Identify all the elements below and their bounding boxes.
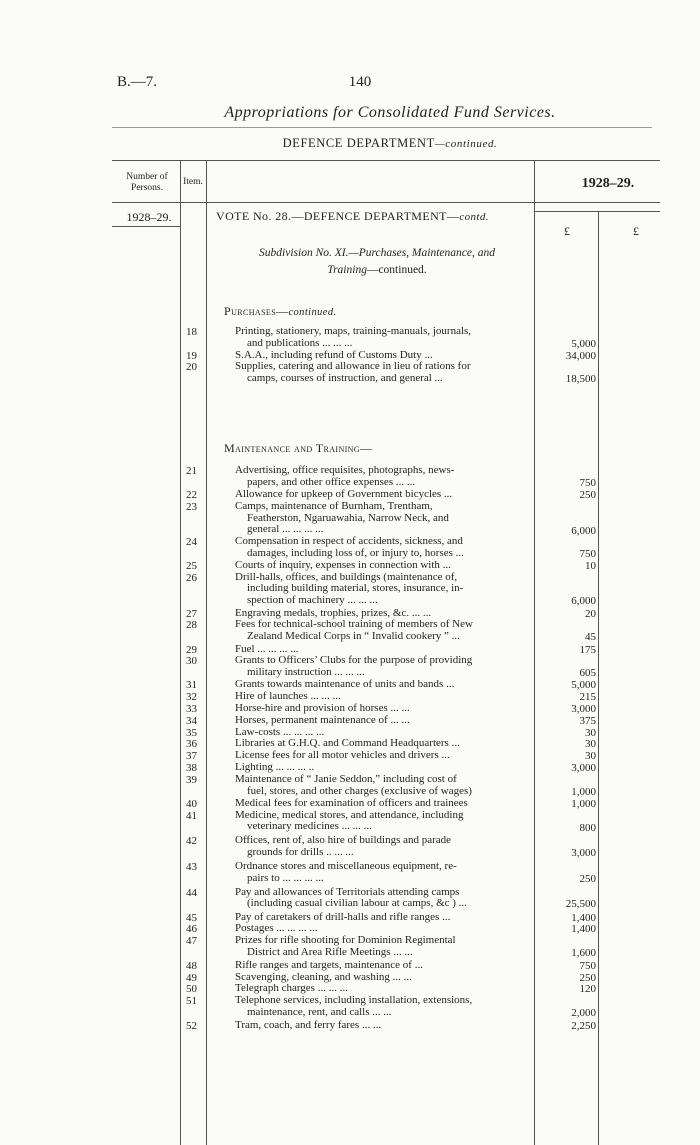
- item-number: 48: [186, 959, 197, 972]
- item-description: [235, 715, 530, 727]
- item-amount: 45: [585, 631, 596, 644]
- item-description: [235, 960, 530, 972]
- description-line: Prizes for rifle shooting for Dominion Regimental: [235, 934, 456, 947]
- vote-heading: [216, 209, 489, 224]
- item-amount: 1,000: [571, 785, 596, 798]
- item-description: [235, 861, 530, 885]
- item-number: 41: [186, 809, 197, 822]
- item-number: 21: [186, 465, 197, 477]
- item-description: [235, 835, 530, 859]
- description-line: Engraving medals, trophies, prizes, &c. ... ...: [235, 606, 432, 619]
- item-amount: 120: [579, 983, 596, 996]
- department-name: DEFENCE DEPARTMENT: [282, 136, 435, 150]
- item-number: 27: [186, 607, 197, 620]
- description-line: Postages ... ... ... ...: [235, 922, 318, 935]
- description-line: Lighting ... ... ... ..: [235, 761, 315, 773]
- description-line: Telephone services, including installation, extensions,: [235, 994, 473, 1007]
- col-divider-amount: [534, 160, 535, 1145]
- col-divider-persons: [180, 160, 181, 1145]
- description-line: and publications ... ... ...: [247, 336, 353, 349]
- description-line: District and Area Rifle Meetings ... ...: [247, 945, 413, 958]
- item-number: 49: [186, 971, 197, 984]
- item-description: [235, 810, 530, 834]
- item-amount: 800: [579, 821, 596, 834]
- item-number: 22: [186, 489, 197, 502]
- item-amount: 2,250: [571, 1019, 596, 1032]
- item-amount: 605: [579, 667, 596, 680]
- item-description: [235, 536, 530, 560]
- item-amount: 375: [579, 714, 596, 727]
- subdivision-line-2: [228, 262, 526, 279]
- description-line: including building material, stores, insurance, in-: [247, 582, 464, 595]
- item-amount: 1,400: [571, 911, 596, 924]
- item-amount: 750: [579, 476, 596, 489]
- item-amount: 3,000: [571, 703, 596, 715]
- description-line: Fees for technical-school training of members of New: [235, 618, 473, 631]
- description-line: Law-costs ... ... ... ...: [235, 725, 325, 738]
- item-number: 30: [186, 655, 197, 668]
- item-number: 25: [186, 559, 197, 572]
- item-number: 33: [186, 703, 197, 715]
- item-number: 24: [186, 536, 197, 549]
- item-amount: 5,000: [571, 679, 596, 692]
- pound-sign-2: £: [633, 224, 639, 238]
- item-description: [235, 361, 530, 385]
- item-amount: 750: [579, 548, 596, 561]
- item-amount: 3,000: [571, 847, 596, 860]
- item-number: 29: [186, 643, 197, 656]
- item-amount: 34,000: [565, 349, 596, 362]
- description-line: Medical fees for examination of officers and trainees: [235, 796, 468, 809]
- item-number: 44: [186, 886, 197, 899]
- item-number: 45: [186, 911, 197, 924]
- item-description: [235, 887, 530, 911]
- item-amount: 20: [585, 607, 596, 620]
- item-header: Item.: [183, 177, 203, 187]
- description-line: Drill-halls, offices, and buildings (maintenance of,: [235, 570, 458, 583]
- description-line: Pay of caretakers of drill-halls and rifle ranges ...: [235, 910, 451, 923]
- page-number: 140: [348, 74, 372, 90]
- persons-year: 1928–29.: [126, 210, 172, 224]
- description-line: pairs to ... ... ... ...: [247, 871, 324, 884]
- table-header-rule: [112, 202, 660, 203]
- table-top-rule: [112, 160, 660, 161]
- item-number: 50: [186, 983, 197, 996]
- year-header: 1928–29.: [581, 176, 635, 191]
- item-number: 47: [186, 935, 197, 948]
- item-description: [235, 798, 530, 810]
- item-number: 42: [186, 835, 197, 848]
- description-line: Medicine, medical stores, and attendance, including: [235, 808, 464, 821]
- item-number: 23: [186, 500, 197, 513]
- subdivision-continued: —continued.: [366, 264, 427, 276]
- purchases-continued: continued.: [288, 307, 337, 318]
- description-line: Telegraph charges ... ... ...: [235, 982, 348, 995]
- subdivision-heading: [228, 245, 526, 279]
- item-number: 19: [186, 349, 197, 362]
- item-description: [235, 465, 530, 489]
- item-number: 46: [186, 923, 197, 936]
- description-line: camps, courses of instruction, and general ...: [247, 372, 443, 385]
- item-amount: 1,000: [571, 797, 596, 810]
- item-number: 34: [186, 714, 197, 727]
- description-line: Camps, maintenance of Burnham, Trentham,: [235, 499, 433, 512]
- title-rule: [112, 127, 652, 128]
- item-amount: 750: [579, 959, 596, 972]
- description-line: S.A.A., including refund of Customs Duty ...: [235, 348, 433, 361]
- vote-suffix: contd.: [459, 211, 489, 223]
- description-line: spection of machinery ... ... ...: [247, 594, 378, 607]
- subdivision-training: Training: [327, 264, 367, 276]
- description-line: Scavenging, cleaning, and washing ... ...: [235, 970, 412, 983]
- item-amount: 18,500: [565, 373, 596, 386]
- description-line: fuel, stores, and other charges (exclusive of wages): [247, 784, 472, 797]
- description-line: Zealand Medical Corps in “ Invalid cookery ” ...: [247, 630, 460, 643]
- department-heading: [150, 136, 630, 151]
- description-line: veterinary medicines ... ... ...: [247, 820, 372, 833]
- item-number: 18: [186, 326, 197, 338]
- description-line: Maintenance of “ Janie Seddon,” including cost of: [235, 772, 457, 785]
- item-amount: 30: [585, 738, 596, 751]
- description-line: papers, and other office expenses ... ...: [247, 475, 416, 488]
- item-number: 37: [186, 750, 197, 763]
- vote-title: VOTE No. 28.—DEFENCE DEPARTMENT—: [216, 209, 460, 223]
- maintenance-heading: [224, 441, 372, 456]
- item-amount: 250: [579, 489, 596, 502]
- purchases-heading: [224, 304, 337, 319]
- col-divider-item: [206, 160, 207, 1145]
- description-line: Hire of launches ... ... ...: [235, 690, 341, 703]
- description-line: Horses, permanent maintenance of ... ...: [235, 713, 410, 726]
- item-description: [235, 935, 530, 959]
- description-line: Fuel ... ... ... ...: [235, 642, 299, 655]
- item-number: 31: [186, 679, 197, 692]
- item-amount: 5,000: [571, 337, 596, 350]
- purchases-label: Purchases—: [224, 304, 289, 318]
- item-amount: 2,000: [571, 1007, 596, 1019]
- item-description: [235, 774, 530, 798]
- description-line: Printing, stationery, maps, training-manuals, journals,: [235, 325, 472, 337]
- page-title: Appropriations for Consolidated Fund Services.: [224, 104, 556, 121]
- col-divider-total: [598, 212, 599, 1145]
- description-line: military instruction ... ... ...: [247, 666, 365, 679]
- item-number: 51: [186, 995, 197, 1008]
- item-amount: 250: [579, 872, 596, 885]
- department-suffix: —continued.: [434, 138, 498, 150]
- item-number: 20: [186, 361, 197, 374]
- item-number: 36: [186, 738, 197, 751]
- description-line: Allowance for upkeep of Government bicycles ...: [235, 488, 453, 501]
- item-number: 39: [186, 773, 197, 786]
- item-amount: 25,500: [565, 898, 596, 911]
- description-line: Courts of inquiry, expenses in connection with ...: [235, 558, 451, 571]
- item-number: 28: [186, 619, 197, 632]
- item-number: 38: [186, 762, 197, 774]
- description-line: general ... ... ... ...: [247, 523, 324, 536]
- description-line: Grants to Officers’ Clubs for the purpose of providing: [235, 654, 473, 667]
- item-description: [235, 326, 530, 350]
- item-amount: 6,000: [571, 595, 596, 608]
- description-line: grounds for drills .. ... ...: [247, 846, 354, 859]
- item-number: 35: [186, 726, 197, 739]
- item-description: [235, 655, 530, 679]
- item-number: 52: [186, 1019, 197, 1032]
- item-number: 32: [186, 691, 197, 704]
- number-of-persons-header: Number of Persons.: [126, 172, 168, 193]
- item-description: [235, 995, 530, 1019]
- pound-sign-1: £: [564, 224, 570, 238]
- item-amount: 175: [579, 643, 596, 656]
- description-line: (including casual civilian labour at camps, &c ) ...: [247, 897, 467, 910]
- item-amount: 30: [585, 726, 596, 739]
- description-line: damages, including loss of, or injury to, horses ...: [247, 547, 464, 560]
- description-line: maintenance, rent, and calls ... ...: [247, 1005, 392, 1018]
- description-line: Ordnance stores and miscellaneous equipment, re-: [235, 859, 457, 872]
- item-amount: 30: [585, 750, 596, 763]
- maintenance-label: Maintenance and Training—: [224, 441, 373, 455]
- item-description: [235, 619, 530, 643]
- item-amount: 1,600: [571, 947, 596, 959]
- subdivision-line-1: Subdivision No. XI.—Purchases, Maintenance, and: [259, 247, 495, 259]
- description-line: License fees for all motor vehicles and drivers ...: [235, 749, 450, 762]
- description-line: Advertising, office requisites, photographs, news-: [235, 464, 455, 476]
- description-line: Libraries at G.H.Q. and Command Headquarters ...: [235, 737, 460, 750]
- item-amount: 3,000: [571, 762, 596, 774]
- item-number: 43: [186, 860, 197, 873]
- item-amount: 6,000: [571, 524, 596, 537]
- amount-header-rule: [534, 211, 660, 212]
- description-line: Horse-hire and provision of horses ... ...: [235, 702, 410, 714]
- document-reference: B.—7.: [117, 74, 158, 90]
- persons-year-rule: [112, 226, 180, 227]
- item-amount: 215: [579, 691, 596, 704]
- item-description: [235, 572, 530, 607]
- description-line: Supplies, catering and allowance in lieu of rations for: [235, 360, 471, 373]
- description-line: Grants towards maintenance of units and bands ...: [235, 678, 455, 691]
- description-line: Featherston, Ngaruawahia, Narrow Neck, and: [247, 511, 449, 524]
- description-line: Rifle ranges and targets, maintenance of ...: [235, 958, 423, 971]
- item-description: [235, 1020, 530, 1032]
- item-description: [235, 501, 530, 536]
- item-number: 40: [186, 797, 197, 810]
- description-line: Pay and allowances of Territorials attending camps: [235, 885, 460, 898]
- item-number: 26: [186, 571, 197, 584]
- item-amount: 1,400: [571, 923, 596, 936]
- description-line: Compensation in respect of accidents, sickness, and: [235, 535, 463, 548]
- item-description: [235, 560, 530, 572]
- description-line: Tram, coach, and ferry fares ... ...: [235, 1018, 382, 1031]
- item-amount: 10: [585, 559, 596, 572]
- item-amount: 250: [579, 971, 596, 984]
- description-line: Offices, rent of, also hire of buildings and parade: [235, 834, 452, 847]
